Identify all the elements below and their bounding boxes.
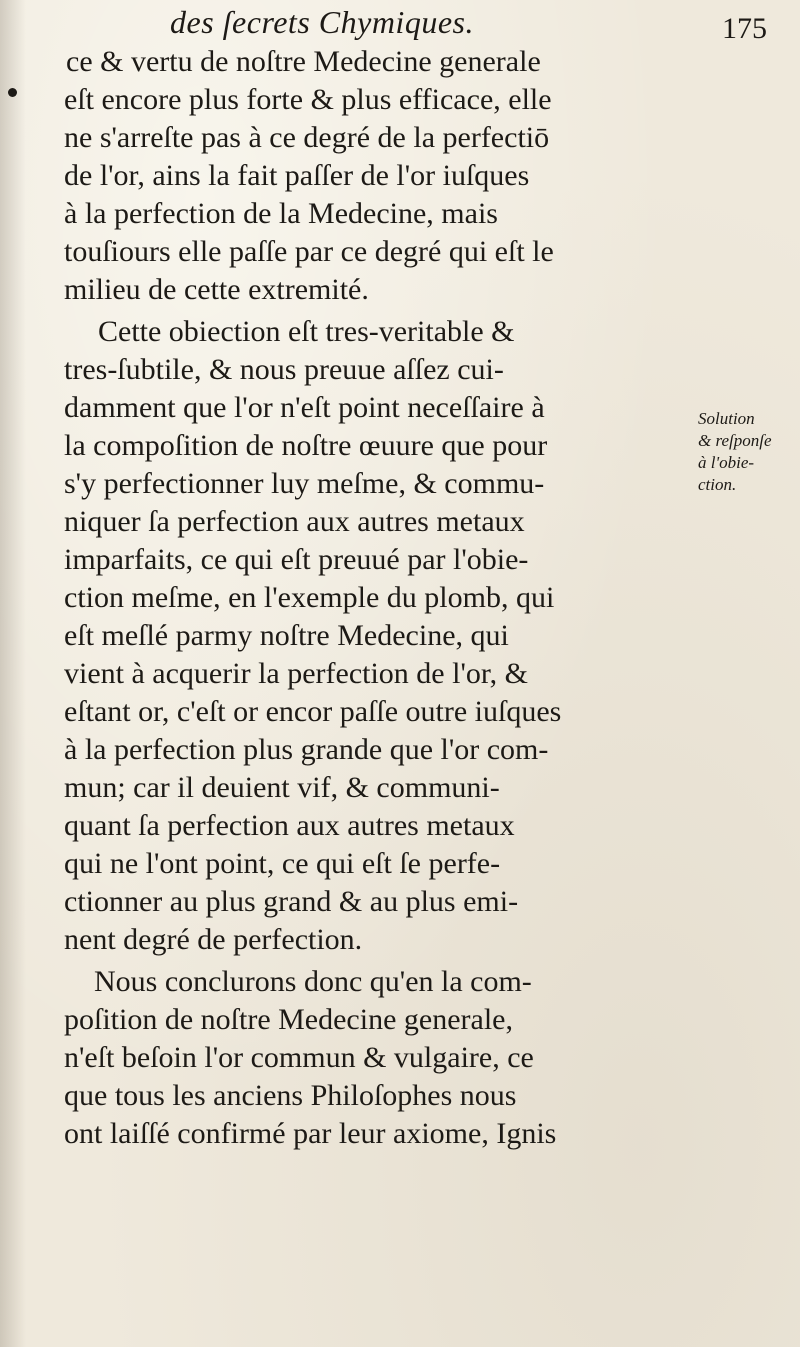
- text-line: damment que l'or n'eſt point neceſſaire à: [64, 391, 545, 424]
- text-line: mun; car il deuient vif, & communi-: [64, 771, 500, 804]
- margin-note: [698, 408, 798, 496]
- text-line: imparfaits, ce qui eſt preuué par l'obie-: [64, 543, 529, 576]
- text-line: ce & vertu de noſtre Medecine generale: [66, 45, 541, 78]
- text-line: niquer ſa perfection aux autres metaux: [64, 505, 525, 538]
- running-title: des ſecrets Chymiques.: [170, 4, 474, 40]
- text-line: touſiours elle paſſe par ce degré qui eſt le: [64, 235, 554, 268]
- text-line: de l'or, ains la fait paſſer de l'or iuſques: [64, 159, 530, 192]
- text-line: vient à acquerir la perfection de l'or, &: [64, 657, 528, 690]
- text-line: s'y perfectionner luy meſme, & commu-: [64, 467, 545, 500]
- text-line: Nous conclurons donc qu'en la com-: [94, 965, 532, 998]
- text-line: Cette obiection eſt tres-veritable &: [98, 315, 515, 348]
- text-line: tres-ſubtile, & nous preuue aſſez cui-: [64, 353, 504, 386]
- text-line: ction meſme, en l'exemple du plomb, qui: [64, 581, 555, 614]
- text-line: milieu de cette extremité.: [64, 273, 369, 306]
- margin-note-line: & reſponſe: [698, 431, 772, 450]
- text-line: eſt meſlé parmy noſtre Medecine, qui: [64, 619, 509, 652]
- page-number: 175: [722, 12, 767, 45]
- text-line: à la perfection plus grande que l'or com-: [64, 733, 549, 766]
- text-line: eſt encore plus forte & plus efficace, elle: [64, 83, 552, 116]
- text-line: à la perfection de la Medecine, mais: [64, 197, 498, 230]
- margin-note-line: à l'obie-: [698, 453, 755, 472]
- text-line: eſtant or, c'eſt or encor paſſe outre iuſques: [64, 695, 562, 728]
- margin-note-line: Solution: [698, 409, 755, 428]
- text-line: n'eſt beſoin l'or commun & vulgaire, ce: [64, 1041, 534, 1074]
- text-line: ctionner au plus grand & au plus emi-: [64, 885, 519, 918]
- margin-note-line: ction.: [698, 475, 737, 494]
- text-line: que tous les anciens Philoſophes nous: [64, 1079, 517, 1112]
- text-line: ne s'arreſte pas à ce degré de la perfectiō: [64, 121, 550, 154]
- text-line: poſition de noſtre Medecine generale,: [64, 1003, 513, 1036]
- text-line: qui ne l'ont point, ce qui eſt ſe perfe-: [64, 847, 501, 880]
- text-line: quant ſa perfection aux autres metaux: [64, 809, 515, 842]
- text-line: ont laiſſé confirmé par leur axiome, Ignis: [64, 1117, 557, 1150]
- gutter-shadow: [0, 0, 26, 1347]
- ink-dot: [8, 88, 17, 97]
- text-line: la compoſition de noſtre œuure que pour: [64, 429, 548, 462]
- text-line: nent degré de perfection.: [64, 923, 363, 956]
